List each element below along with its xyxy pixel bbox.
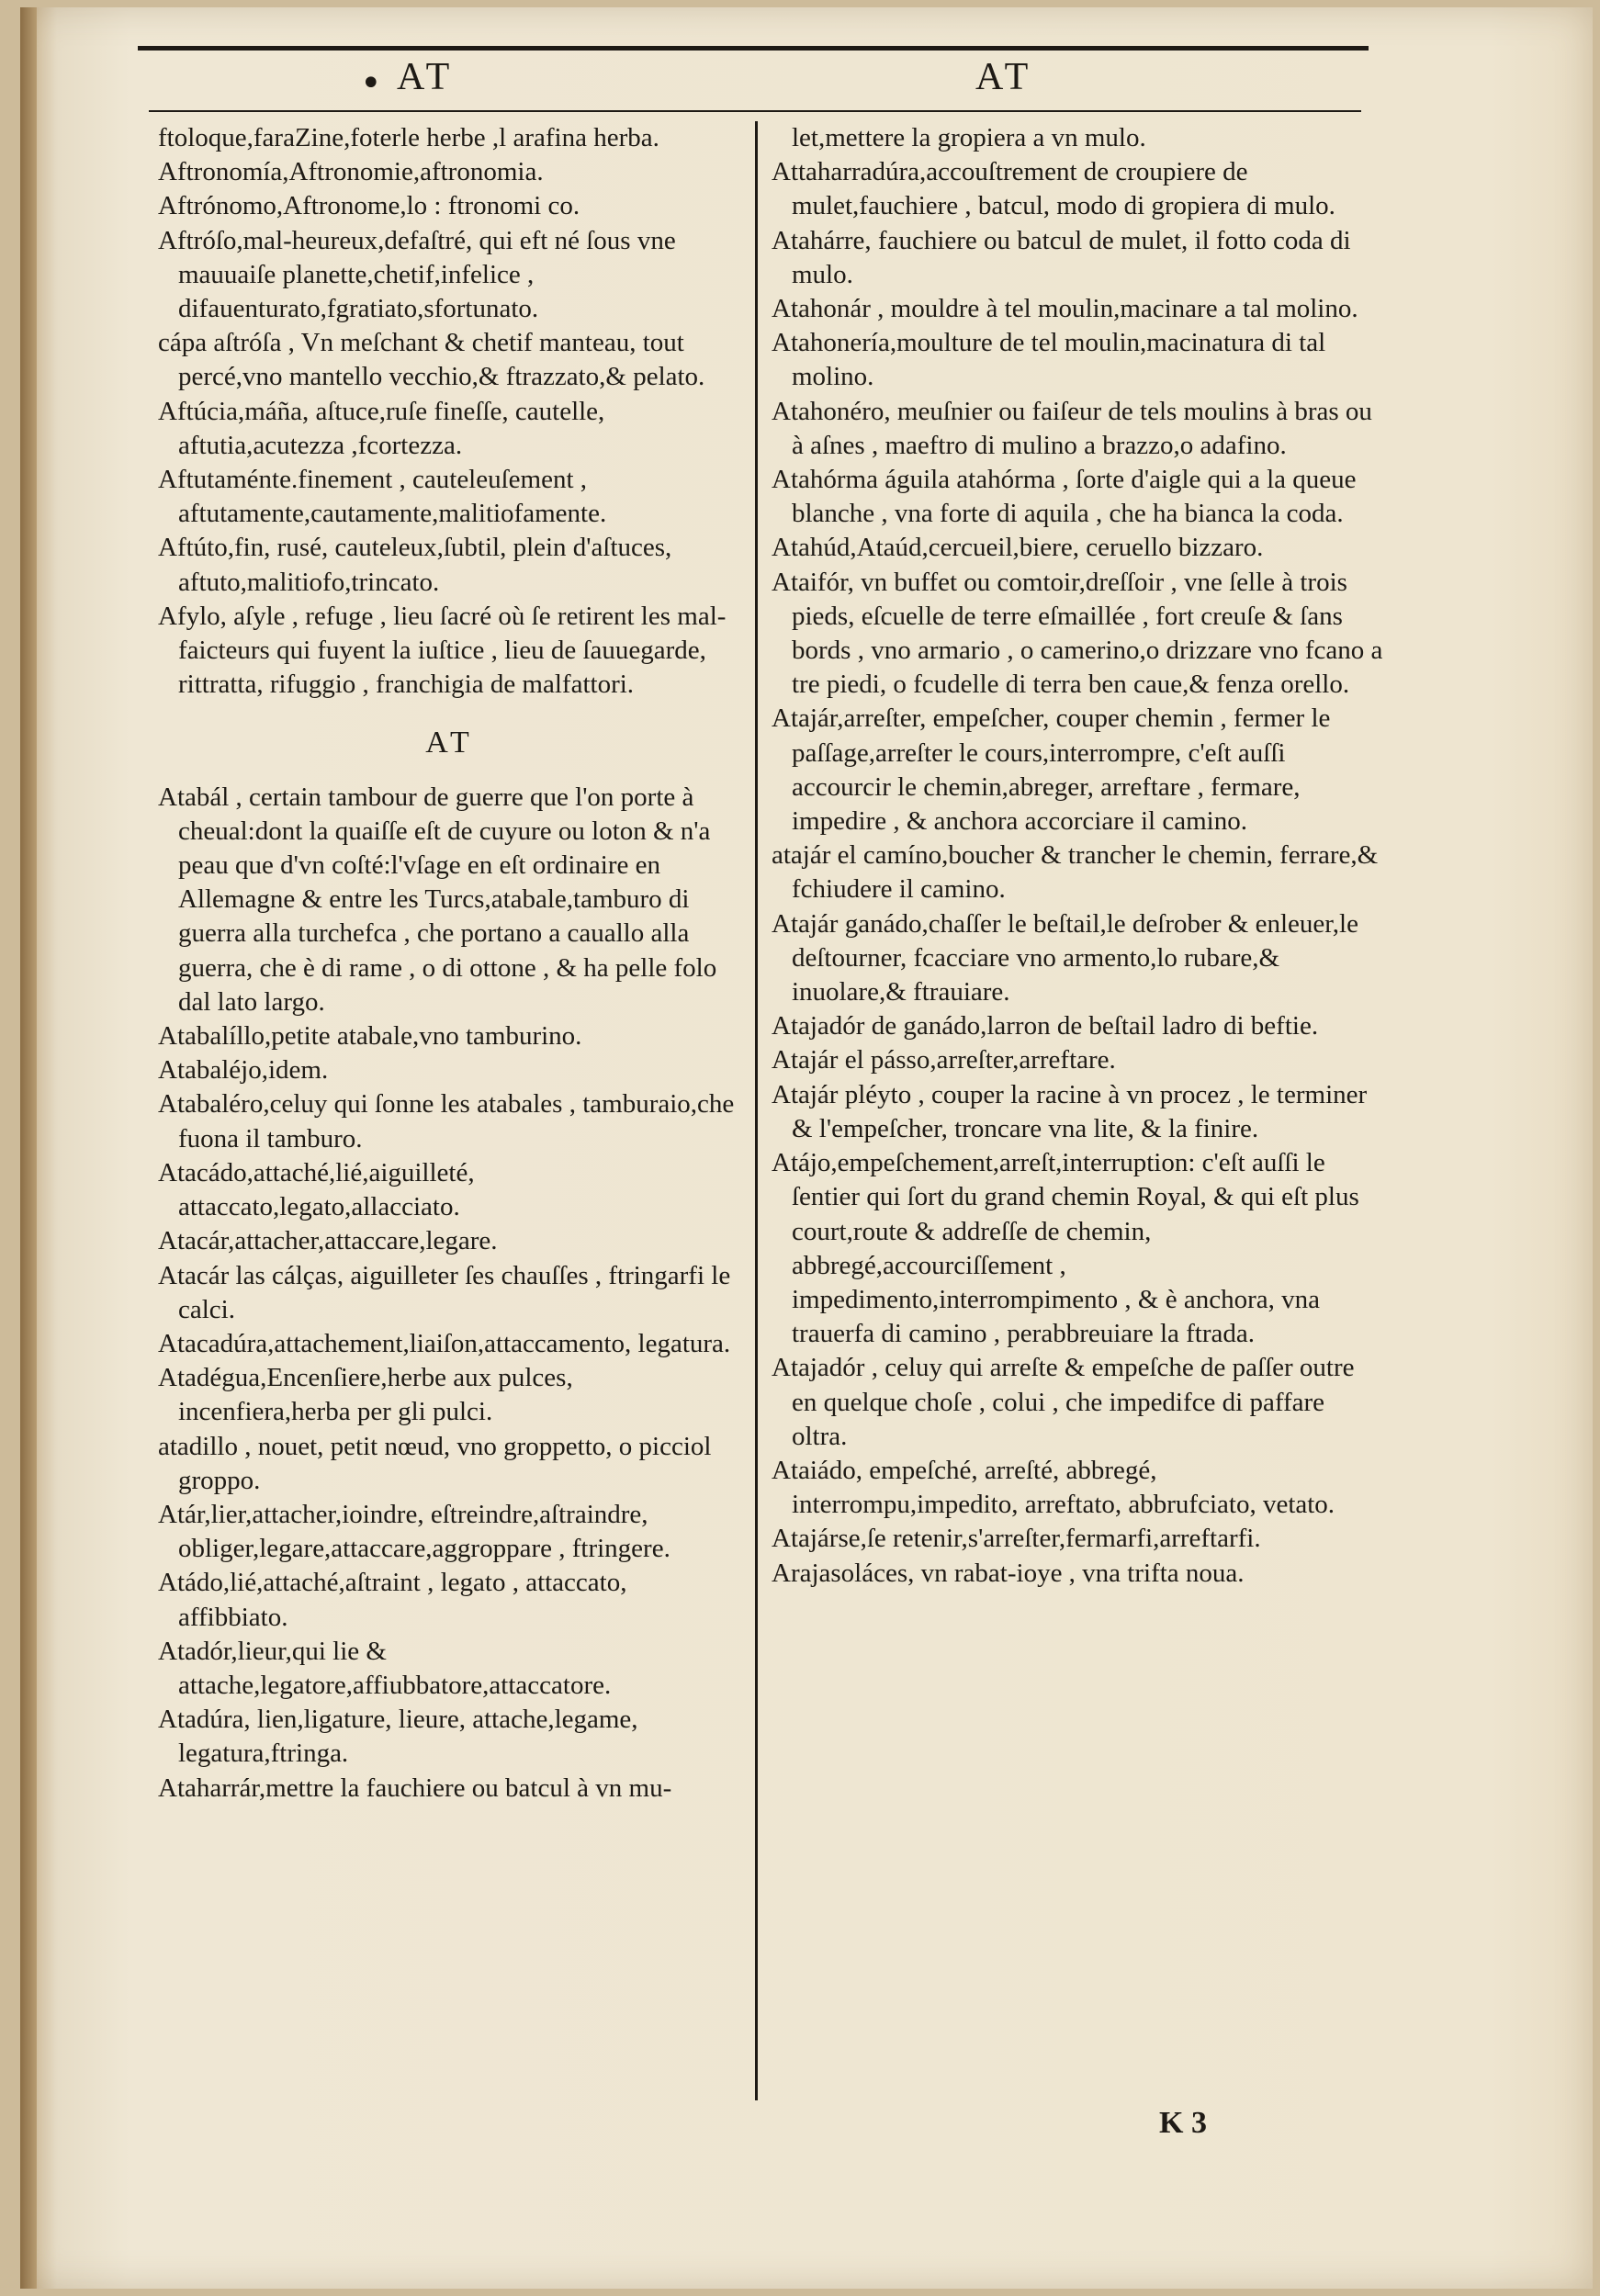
- right-column: [772, 121, 1383, 1591]
- dictionary-entry: atajár el camíno,boucher & trancher le chemin, ferrare,& fchiudere il camino.: [772, 840, 1379, 905]
- dictionary-entry: Atajár ganádo,chaſſer le beſtail,le deſrober & enleuer,le deſtourner, fcacciare vno armento,lo rubare,& inuolare,& ftrauiare.: [772, 908, 1358, 1007]
- running-head-left: AT: [397, 56, 456, 98]
- dictionary-entry: Aftronomía,Aftronomie,aftronomia.: [158, 157, 544, 187]
- dictionary-entry: Atájo,empeſchement,arreſt,interruption: c'eſt auſſi le ſentier qui ſort du grand chemin Royal, & qui eſt plus court,route & addreſſe de chemin, abbregé,accourciſſement , impedimento,interrompimento , & è anchora, vna trauerfa di camino , perabbreuiare la ftrada.: [772, 1148, 1359, 1349]
- dictionary-entry: Atahonería,moulture de tel moulin,macinatura di tal molino.: [772, 328, 1326, 392]
- dictionary-entry: Atabaléjo,idem.: [158, 1055, 329, 1086]
- dictionary-entry: Atabaléro,celuy qui ſonne les atabales , tamburaio,che fuona il tamburo.: [158, 1089, 735, 1154]
- dictionary-entry: Atahúd,Ataúd,cercueil,biere, ceruello bizzaro.: [772, 533, 1264, 563]
- dictionary-entry: let,mettere la gropiera a vn mulo.: [792, 123, 1146, 152]
- dictionary-entry: Ataiádo, empeſché, arreſté, abbregé, interrompu,impedito, arreftato, abbrufciato, vetato.: [772, 1455, 1335, 1520]
- dictionary-entry: Atajár pléyto , couper la racine à vn procez , le terminer & l'empeſcher, troncare vna lite, & la finire.: [772, 1079, 1368, 1143]
- dictionary-entry: Atacadúra,attachement,liaiſon,attaccamento, legatura.: [158, 1328, 731, 1358]
- dictionary-entry: Atajadór de ganádo,larron de beſtail ladro di beftie.: [772, 1011, 1319, 1041]
- dictionary-entry: Aftúto,fin, rusé, cauteleux,ſubtil, plein d'aſtuces, aftuto,malitiofo,trincato.: [158, 533, 672, 597]
- dictionary-entry: Atár,lier,attacher,ioindre, eſtreindre,aſtraindre, obliger,legare,attaccare,aggroppare , ftringere.: [158, 1499, 670, 1564]
- dictionary-entry: Afylo, aſyle , refuge , lieu ſacré où ſe retirent les mal-faicteurs qui fuyent la iuſtice , lieu de ſauuegarde, rittratta, rifuggio , franchigia de malfattori.: [158, 601, 727, 700]
- section-heading: AT: [425, 726, 475, 760]
- dictionary-entry: Atahárre, fauchiere ou batcul de mulet, il fotto coda di mulo.: [772, 225, 1351, 289]
- dictionary-entry: Atadégua,Encenſiere,herbe aux pulces, incenfiera,herba per gli pulci.: [158, 1363, 573, 1427]
- dictionary-entry: ftoloque,faraZine,foterle herbe ,l arafina herba.: [158, 123, 659, 152]
- top-rule: [138, 46, 1369, 51]
- book-page: [20, 7, 1593, 2289]
- dictionary-entry: Atabalíllo,petite atabale,vno tamburino.: [158, 1021, 582, 1052]
- dictionary-entry: Ataifór, vn buffet ou comtoir,dreſſoir , vne ſelle à trois pieds, eſcuelle de terre eſmaillée , fort creuſe & ſans bords , vno armario , o camerino,o drizzare vno fcano a tre piedi, o fcudelle di terra ben caue,& fenza orello.: [772, 567, 1383, 700]
- dictionary-entry: cápa aſtróſa , Vn meſchant & chetif manteau, tout percé,vno mantello vecchio,& ftrazzato,& pelato.: [158, 328, 705, 392]
- column-divider: [755, 121, 758, 2100]
- dictionary-entry: Atádo,lié,attaché,aſtraint , legato , attaccato, affibbiato.: [158, 1568, 627, 1632]
- page-gutter: [20, 7, 37, 2289]
- dictionary-entry: atadillo , nouet, petit nœud, vno groppetto, o picciol groppo.: [158, 1431, 712, 1495]
- dictionary-entry: Aftróſo,mal-heureux,defaſtré, qui eft né ſous vne mauuaiſe planette,chetif,infelice , difauenturato,fgratiato,sfortunato.: [158, 225, 676, 324]
- dictionary-entry: Aftutaménte.finement , cauteleuſement , aftutamente,cautamente,malitiofamente.: [158, 465, 607, 529]
- signature-mark: K 3: [1159, 2106, 1207, 2140]
- dictionary-entry: Aftúcia,máña, aſtuce,ruſe fineſſe, cautelle, aftutia,acutezza ,fcortezza.: [158, 396, 605, 460]
- dictionary-entry: Aftrónomo,Aftronome,lo : ftronomi co.: [158, 191, 580, 221]
- running-head-right: AT: [975, 56, 1034, 98]
- dictionary-entry: Atajár el pásso,arreſter,arreftare.: [772, 1045, 1116, 1075]
- dictionary-entry: Atabál , certain tambour de guerre que l'on porte à cheual:dont la quaiſſe eſt de cuyure ou loton & n'a peau que d'vn coſté:l'vſage en eſt ordinaire en Allemagne & entre les Turcs,atabale,tamburo di guerra alla turchefca , che portano a cauallo alla guerra, che è di rame , o di ottone , & ha pelle folo dal lato largo.: [158, 782, 717, 1017]
- dictionary-entry: Atacádo,attaché,lié,aiguilleté, attaccato,legato,allacciato.: [158, 1157, 475, 1222]
- dictionary-entry: Atahonár , mouldre à tel moulin,macinare a tal molino.: [772, 294, 1358, 324]
- dictionary-entry: Atadúra, lien,ligature, lieure, attache,legame, legatura,ftringa.: [158, 1705, 638, 1769]
- running-head-mark: •: [360, 62, 382, 105]
- dictionary-entry: Atacár las cálças, aiguilleter ſes chauſſes , ftringarfi le calci.: [158, 1260, 731, 1324]
- dictionary-entry: Atahonéro, meuſnier ou faiſeur de tels moulins à bras ou à aſnes , maeftro di mulino a brazzo,o adafino.: [772, 396, 1372, 460]
- header-rule: [149, 110, 1361, 112]
- dictionary-entry: Atacár,attacher,attaccare,legare.: [158, 1226, 498, 1256]
- dictionary-entry: Atahórma águila atahórma , ſorte d'aigle qui a la queue blanche , vna forte di aquila , che ha bianca la coda.: [772, 465, 1357, 529]
- left-column: [158, 121, 742, 1806]
- dictionary-entry: Arajasoláces, vn rabat-ioye , vna trifta noua.: [772, 1558, 1245, 1588]
- dictionary-entry: Attaharradúra,accouſtrement de croupiere de mulet,fauchiere , batcul, modo di gropiera di mulo.: [772, 157, 1335, 221]
- dictionary-entry: Ataharrár,mettre la fauchiere ou batcul à vn mu-: [158, 1773, 672, 1803]
- dictionary-entry: Atajár,arreſter, empeſcher, couper chemin , fermer le paſſage,arreſter le cours,interrompre, c'eſt auſſi accourcir le chemin,abreger, arreftare , fermare, impedire , & anchora accorciare il camino.: [772, 703, 1331, 837]
- dictionary-entry: Atajárse,ſe retenir,s'arreſter,fermarfi,arreftarfi.: [772, 1524, 1261, 1554]
- dictionary-entry: Atajadór , celuy qui arreſte & empeſche de paſſer outre en quelque choſe , colui , che impedifce di paffare oltra.: [772, 1353, 1355, 1451]
- dictionary-entry: Atadór,lieur,qui lie & attache,legatore,affiubbatore,attaccatore.: [158, 1636, 612, 1700]
